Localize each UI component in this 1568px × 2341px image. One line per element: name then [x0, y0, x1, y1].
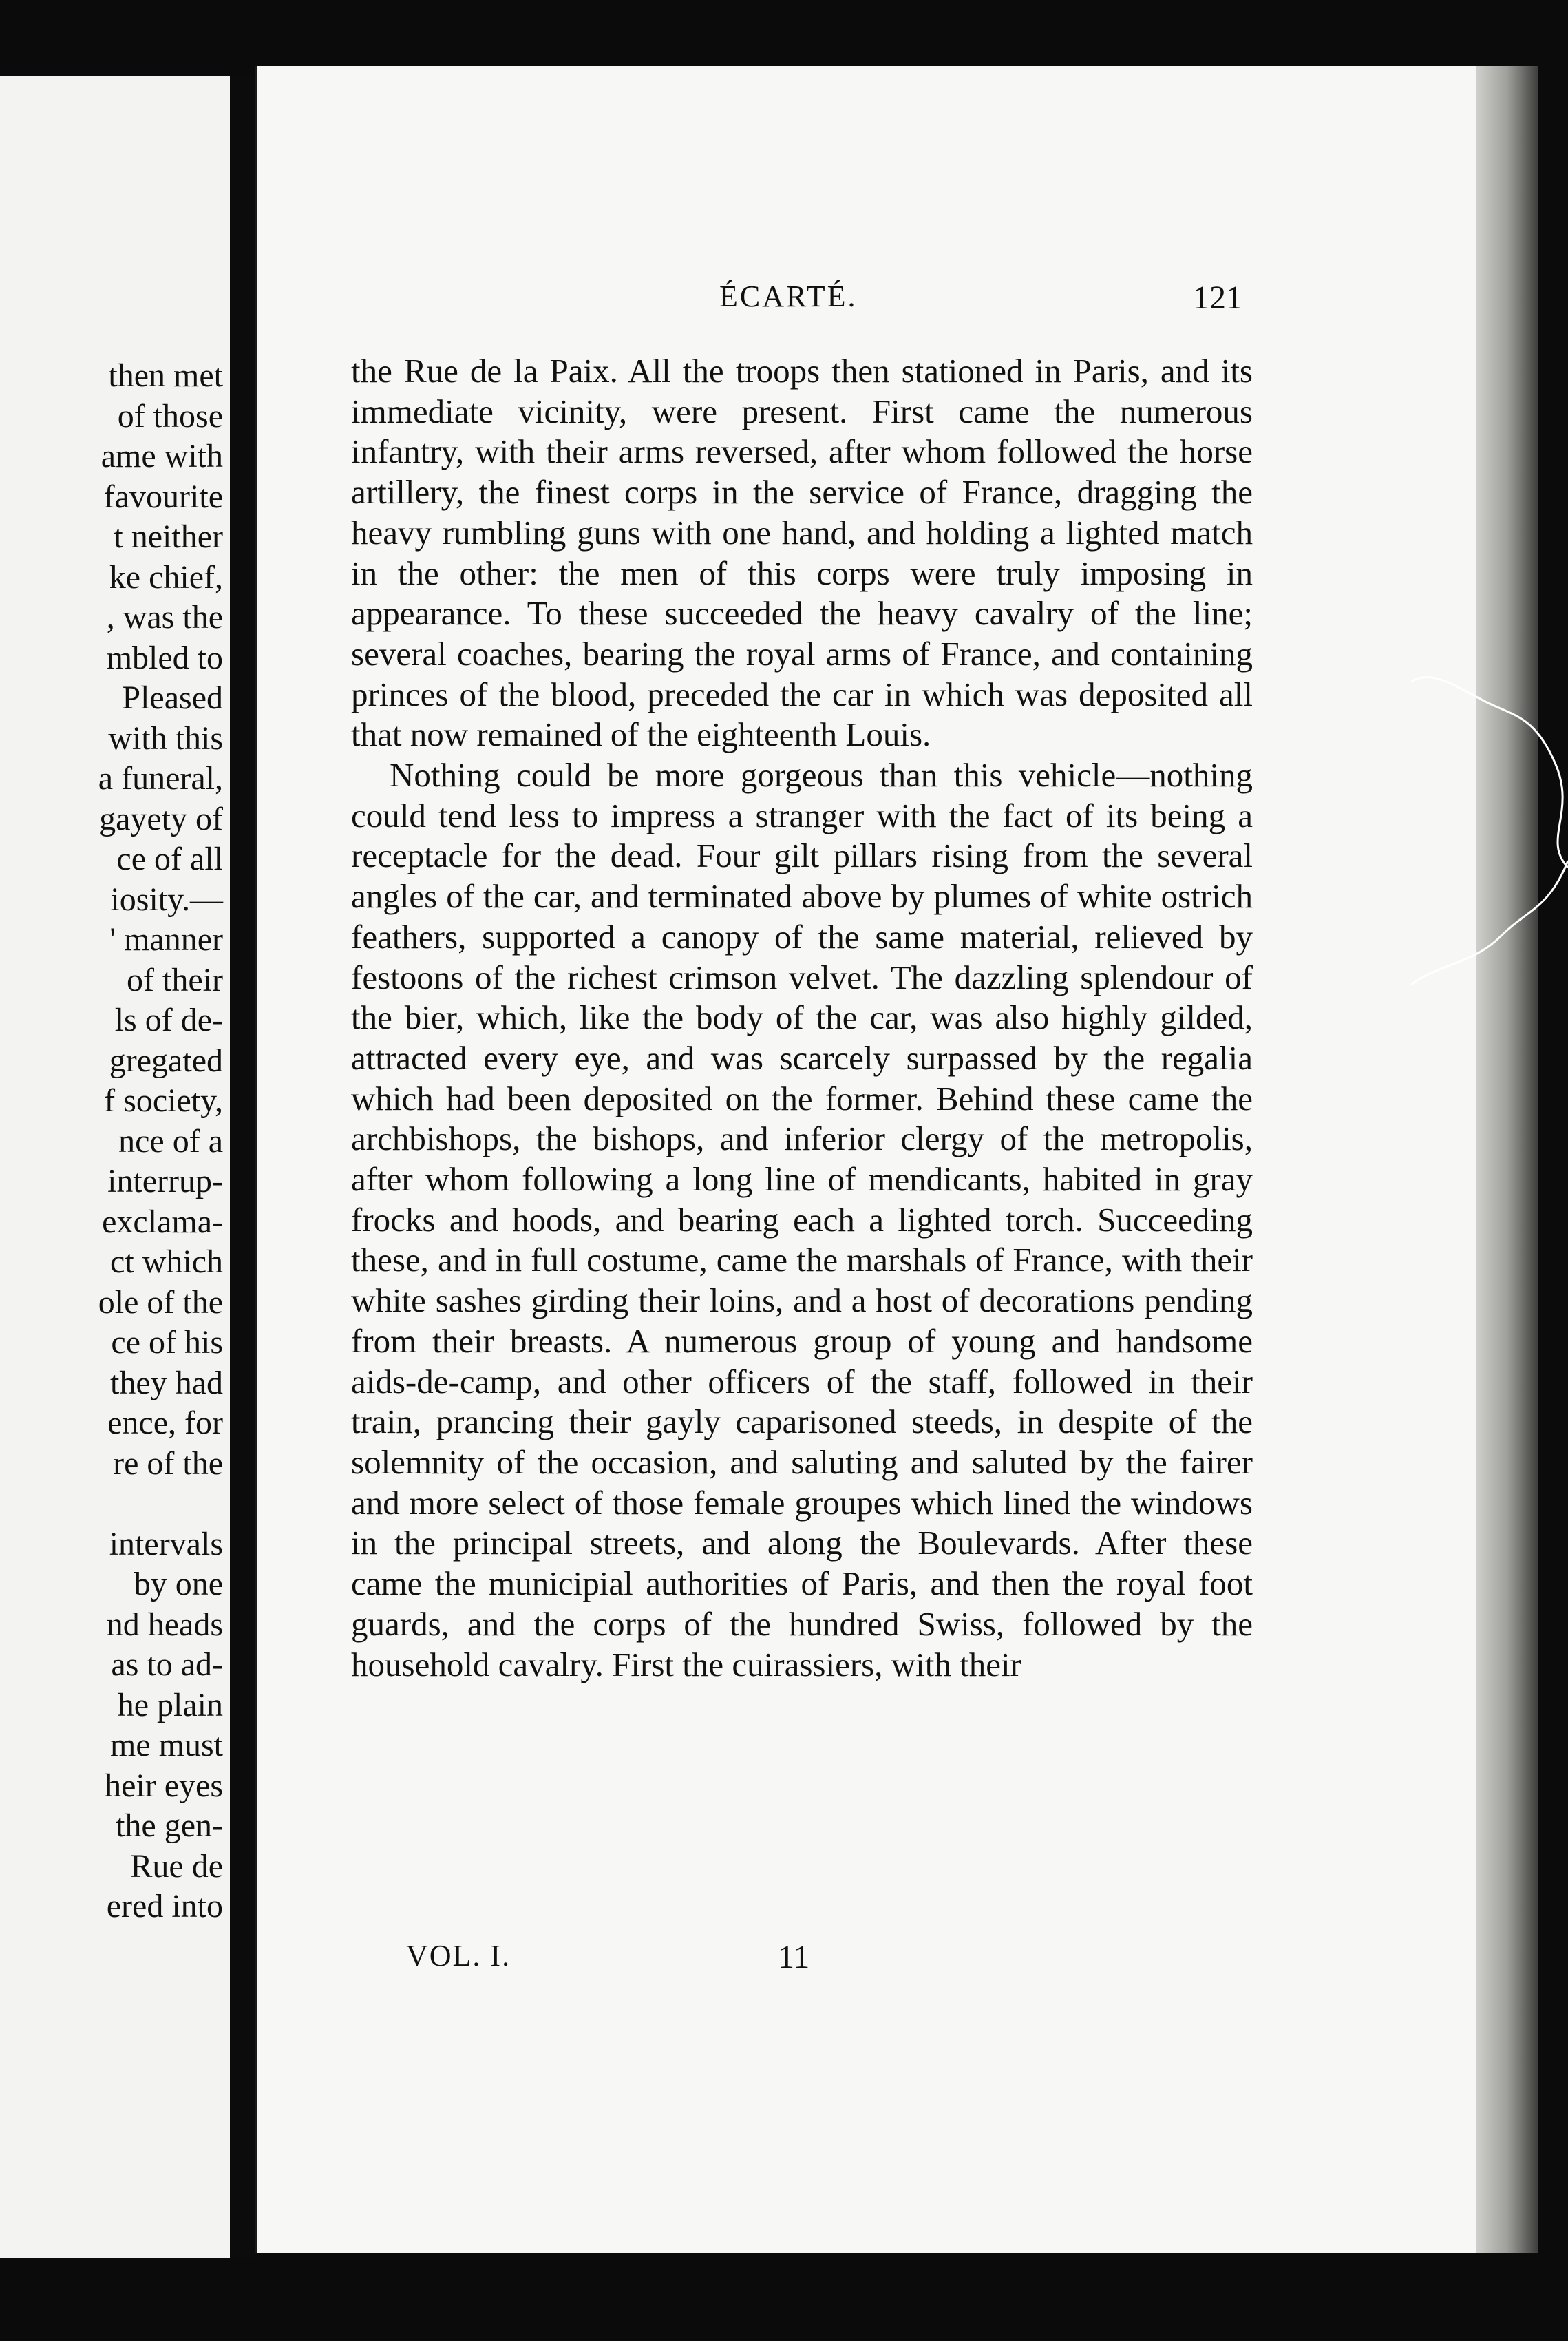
left-page-line-fragment: ence, for [107, 1405, 223, 1441]
left-page-line-fragment: mbled to [106, 639, 223, 676]
left-page-line-fragment: ame with [100, 438, 223, 474]
left-page-line-fragment: gayety of [99, 800, 223, 837]
left-page-line-fragment: then met [108, 357, 223, 394]
left-page-line-fragment: ct which [110, 1243, 223, 1280]
left-page-line-fragment: ole of the [98, 1283, 223, 1321]
left-page-line-fragment: ke chief, [109, 558, 223, 596]
left-page-line-fragment: Rue de [130, 1847, 223, 1885]
running-title: ÉCARTÉ. [719, 280, 858, 313]
left-page-line-fragment: , was the [106, 599, 223, 636]
paragraph: Nothing could be more gorgeous than this vehicle—nothing could tend less to impress a stranger with the fact of its being a receptacle for the dead. Four gilt pillars rising from the several angles of the car, and terminated above by plumes of white ostrich feathers, supported a canopy of the same material, relieved by festoons of the richest crimson velvet. The dazzling splendour of the bier, which, like the body of the car, was also highly gilded, attracted every eye, and was scarcely surpassed by the regalia which had been deposited on the former. Behind these came the archbishops, the bishops, and inferior clergy of the metropolis, after whom following a long line of mendicants, habited in gray frocks and hoods, and bearing each a lighted torch. Succeeding these, and in full costume, came the marshals of France, with their white sashes girding their loins, and a host of decorations pending from their breasts. A numerous group of young and handsome aids-de-camp, and other officers of the staff, followed in their train, prancing their gayly caparisoned steeds, in despite of the solemnity of the occasion, and saluting and saluted by the fairer and more select of those female groupes which lined the windows in the principal streets, and along the Boulevards. After these came the municipial authorities of Paris, and then the royal foot guards, and the corps of the hundred Swiss, followed by the household cavalry. First the cuirassiers, with their [351, 756, 1253, 1683]
book-gutter [230, 76, 255, 2258]
signature-mark: 11 [778, 1939, 810, 1975]
left-page-line-fragment: ' manner [109, 921, 223, 958]
left-page-line-fragment: ered into [106, 1888, 223, 1924]
left-page-line-fragment: the gen- [116, 1807, 223, 1844]
left-page-line-fragment: ce of all [116, 841, 223, 877]
left-page-line-fragment: nce of a [118, 1122, 223, 1159]
left-page-line-fragment: intervals [109, 1525, 223, 1562]
left-page [0, 76, 233, 2258]
left-page-line-fragment: of their [127, 961, 223, 998]
body-text [351, 351, 1253, 1685]
left-page-line-fragment: nd heads [106, 1606, 223, 1643]
left-page-line-fragment: ls of de- [114, 1002, 223, 1038]
left-page-line-fragment: ce of his [111, 1324, 223, 1361]
left-page-line-fragment: favourite [103, 478, 223, 515]
paragraph: the Rue de la Paix. All the troops then stationed in Paris, and its immediate vicinity, were present. First came the numerous infantry, with their arms reversed, after whom followed the horse artillery, the finest corps in the service of France, dragging the heavy rumbling guns with one hand, and holding a lighted match in the other: the men of this corps were truly imposing in appearance. To these succeeded the heavy cavalry of the line; several coaches, bearing the royal arms of France, and containing princes of the blood, preceded the car in which was deposited all that now remained of the eighteenth Louis. [351, 352, 1253, 754]
left-page-line-fragment: heir eyes [105, 1767, 223, 1804]
page-footer [406, 1938, 888, 1980]
left-page-line-fragment: me must [110, 1727, 223, 1763]
left-page-line-fragment: by one [134, 1566, 223, 1602]
volume-label: VOL. I. [406, 1939, 511, 1973]
left-page-line-fragment: iosity.— [110, 881, 223, 918]
left-page-line-fragment: gregated [109, 1042, 223, 1079]
left-page-line-fragment: as to ad- [111, 1646, 223, 1683]
left-page-line-fragment: exclama- [102, 1203, 223, 1240]
left-page-line-fragment: with this [108, 720, 223, 757]
left-page-line-fragment: re of the [113, 1445, 223, 1482]
page-header [719, 279, 1242, 320]
paper-crease [1411, 661, 1568, 998]
left-page-line-fragment: he plain [117, 1686, 223, 1723]
page-number: 121 [1193, 280, 1242, 316]
left-page-line-fragment: a funeral, [98, 760, 223, 797]
left-page-line-fragment: they had [110, 1364, 223, 1401]
left-page-line-fragment: t neither [114, 518, 223, 555]
left-page-line-fragment: f society, [104, 1082, 223, 1119]
left-page-line-fragment: Pleased [122, 680, 223, 716]
left-page-line-fragment: of those [117, 397, 223, 434]
page-edge [1476, 66, 1538, 2253]
left-page-line-fragment: interrup- [107, 1163, 223, 1199]
